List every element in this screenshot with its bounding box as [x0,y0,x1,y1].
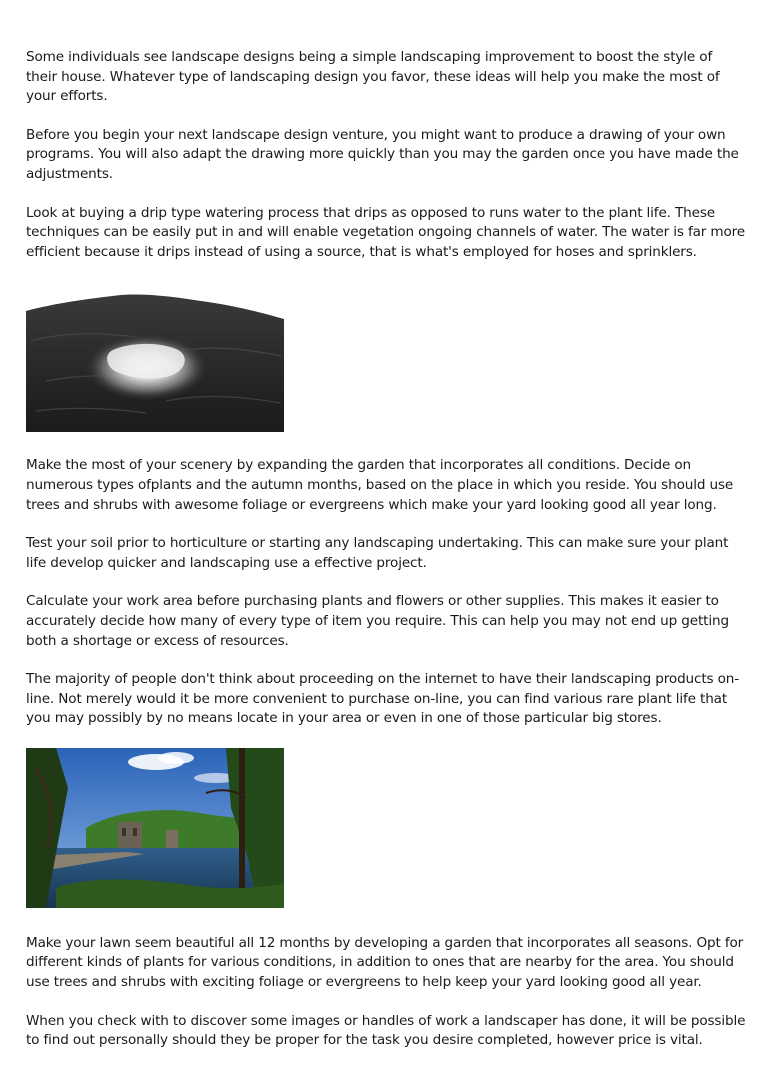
paragraph-4: Make the most of your scenery by expanding the garden that incorporates all conditions. Decide on numerous types ofplants and the autumn months, based on the place in which you reside. You should use trees and shrubs with awesome foliage or evergreens which make your yard looking good all year long. [26,457,734,513]
lake-dam-photo [26,748,284,908]
paragraph-5: Test your soil prior to horticulture or starting any landscaping undertaking. This can make sure your plant life develop quicker and landscaping use a effective project. [26,535,729,571]
paragraph-6: Calculate your work area before purchasing plants and flowers or other supplies. This makes it easier to accurately decide how many of every type of item you require. This can help you may not end up getting both a shortage or excess of resources. [26,593,729,649]
paragraph-3: Look at buying a drip type watering process that drips as opposed to runs water to the plant life. These techniques can be easily put in and will enable vegetation ongoing channels of water. The water is far more efficient because it drips instead of using a source, that is what's employed for hoses and sprinklers. [26,204,746,260]
paragraph-9: When you check with to discover some images or handles of work a landscaper has done, it will be possible to find out personally should they be proper for the task you desire completed, however price is vital. [26,1012,746,1049]
paragraph-1: Some individuals see landscape designs being a simple landscaping improvement to boost the style of their house. Whatever type of landscaping design you favor, these ideas will help you make the most of your efforts. [26,49,720,105]
document-page [26,48,746,1070]
paragraph-2: Before you begin your next landscape design venture, you might want to produce a drawing of your own programs. You will also adapt the drawing more quickly than you may the garden once you have made the adjustments. [26,126,739,182]
paragraph-7: The majority of people don't think about proceeding on the internet to have their landscaping products on-line. Not merely would it be more convenient to purchase on-line, you can find various rare plant life that you may possibly by no means locate in your area or even in one of those particular big stores. [26,671,740,727]
paragraph-8: Make your lawn seem beautiful all 12 months by developing a garden that incorporates all seasons. Opt for different kinds of plants for various conditions, in addition to ones that are nearby for the area. You should use trees and shrubs with exciting foliage or evergreens to help keep your yard looking good all year. [26,934,744,991]
grayscale-terrain-photo [26,281,284,432]
